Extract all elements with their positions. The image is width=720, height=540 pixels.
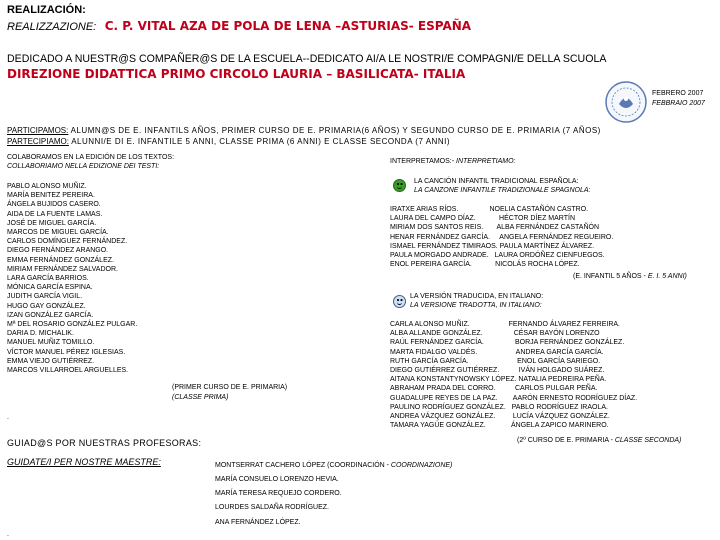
- list-item: ALBA ALLANDE GONZÁLEZ. CÉSAR BAYÓN LORENZO: [390, 330, 600, 338]
- list-item: PAULINO RODRÍGUEZ GONZÁLEZ. PABLO RODRÍGUEZ IRAOLA.: [390, 403, 608, 411]
- group1-course-it: E. I. 5 ANNI): [645, 273, 687, 280]
- smiley-icon: [393, 295, 406, 308]
- song-es: LA CANCIÓN INFANTIL TRADICIONAL ESPAÑOLA:: [414, 178, 579, 185]
- participants-es: [7, 126, 601, 135]
- version-es: LA VERSIÓN TRADUCIDA, EN ITALIANO:: [410, 293, 544, 300]
- date-es: FEBRERO 2007: [652, 90, 704, 97]
- list-item: ANDREA VÁZQUEZ GONZÁLEZ. LUCÍA VÁZQUEZ GONZÁLEZ.: [390, 413, 610, 421]
- list-item: EMMA FERNÁNDEZ GONZÁLEZ.: [7, 256, 114, 264]
- seal-icon: [604, 80, 648, 129]
- left-heading-es: COLABORAMOS EN LA EDICIÓN DE LOS TEXTOS:: [7, 154, 175, 161]
- left-heading-it: COLLABORIAMO NELLA EDIZIONE DEI TESTI:: [7, 163, 160, 170]
- list-item: LAURA DEL CAMPO DÍAZ. HÉCTOR DÍEZ MARTÍN: [390, 215, 576, 223]
- teachers-heading-it: GUIDATE/I PER NOSTRE MAESTRE:: [7, 457, 161, 467]
- group1-list: [390, 205, 613, 269]
- list-item: IZAN GONZÁLEZ GARCÍA.: [7, 311, 94, 319]
- school-it: DIREZIONE DIDATTICA PRIMO CIRCOLO LAURIA – BASILICATA- ITALIA: [7, 67, 466, 81]
- list-item: DIEGO GUTIÉRREZ GUTIÉRREZ. IVÁN HOLGADO SUÁREZ.: [390, 367, 605, 375]
- list-item: LARA GARCÍA BARRIOS.: [7, 275, 89, 283]
- right-heading-it: - INTERPRETIAMO:: [451, 158, 516, 165]
- teacher-2: MARÍA TERESA REQUEJO CORDERO.: [215, 490, 342, 497]
- list-item: Mª DEL ROSARIO GONZÁLEZ PULGAR.: [7, 321, 138, 329]
- list-item: CARLA ALONSO MUÑIZ. FERNANDO ÁLVAREZ FERREIRA.: [390, 321, 621, 328]
- list-item: MARTA FIDALGO VALDÉS. ANDREA GARCÍA GARCÍA.: [390, 348, 604, 356]
- dedication-line: DEDICADO A NUESTR@S COMPAÑER@S DE LA ESCUELA--DEDICATO AI/A LE NOSTRI/E COMPAGNI/E DELLA SCUOLA: [7, 53, 607, 65]
- list-item: JOSÉ DE MIGUEL GARCÍA.: [7, 219, 97, 227]
- list-item: ABRAHAM PRADA DEL CORRO. CARLOS PULGAR PEÑA.: [390, 385, 598, 393]
- list-item: JUDITH GARCÍA VIGIL.: [7, 293, 83, 301]
- list-item: MARCOS DE MIGUEL GARCÍA.: [7, 229, 109, 237]
- list-item: MIRIAM DOS SANTOS REIS. ALBA FERNÁNDEZ CASTAÑÓN: [390, 224, 600, 232]
- list-item: MANUEL MUÑIZ TOMILLO.: [7, 339, 95, 347]
- right-heading: [390, 157, 516, 166]
- list-item: MÓNICA GARCÍA ESPINA.: [7, 284, 93, 292]
- group2-course-es: (2º CURSO DE E. PRIMARIA -: [517, 437, 613, 444]
- list-item: MIRIAM FERNÁNDEZ SALVADOR.: [7, 265, 118, 273]
- list-item: GUADALUPE REYES DE LA PAZ. AARÓN ERNESTO RODRÍGUEZ DÍAZ.: [390, 394, 638, 402]
- version-it: LA VERSIONE TRADOTTA, IN ITALIANO:: [410, 302, 542, 309]
- list-item: CARLOS DOMÍNGUEZ FERNÁNDEZ.: [7, 238, 128, 246]
- participants-label-it: PARTECIPIAMO:: [7, 137, 69, 146]
- bottom-dot: .: [7, 531, 9, 538]
- left-course-it: (CLASSE PRIMA): [172, 394, 229, 401]
- song-it: LA CANZONE INFANTILE TRADIZIONALE SPAGNOLA:: [414, 187, 591, 194]
- coordinator-it: COORDINAZIONE): [388, 462, 453, 469]
- right-heading-es: INTERPRETAMOS:: [390, 158, 452, 165]
- school-es: C. P. VITAL AZA DE POLA DE LENA –ASTURIAS- ESPAÑA: [104, 19, 472, 33]
- list-item: MARÍA BENITEZ PEREIRA.: [7, 192, 95, 200]
- group2-course-it: CLASSE SECONDA): [612, 437, 682, 444]
- coordinator-name: MONTSERRAT CACHERO LÓPEZ (COORDINACIÓN -: [215, 462, 389, 469]
- participants-label-es: PARTICIPAMOS:: [7, 126, 69, 135]
- group1-course-es: (E. INFANTIL 5 AÑOS -: [573, 273, 646, 280]
- list-item: AITANA KONSTANTYNOWSKY LÓPEZ. NATALIA PEDREIRA PEÑA.: [390, 376, 607, 384]
- list-item: IRATXE ARIAS RÍOS. NOELIA CASTAÑÓN CASTRO.: [390, 206, 589, 213]
- teachers-heading-es: GUIAD@S POR NUESTRAS PROFESORAS:: [7, 438, 202, 448]
- list-item: HUGO GAY GONZÁLEZ.: [7, 302, 86, 310]
- teacher-3: LOURDES SALDAÑA RODRÍGUEZ.: [215, 504, 329, 511]
- realizzazione-line: [7, 17, 471, 35]
- list-item: EMMA VIEJO GUTIÉRREZ.: [7, 357, 95, 365]
- list-item: RUTH GARCÍA GARCÍA. ENOL GARCÍA SARIEGO.: [390, 357, 601, 365]
- list-item: ISMAEL FERNÁNDEZ TIMIRAOS. PAULA MARTÍNEZ ÁLVAREZ.: [390, 242, 595, 250]
- left-dot: .: [7, 414, 9, 421]
- teacher-1: MARÍA CONSUELO LORENZO HEVIA.: [215, 476, 339, 483]
- student-list: [7, 182, 137, 375]
- list-item: PAULA MORGADO ANDRADE. LAURA ORDÓÑEZ CIENFUEGOS.: [390, 252, 605, 260]
- participants-text-it: ALUNNI/E DI E. INFANTILE 5 ANNI, CLASSE PRIMA (6 ANNI) E CLASSE SECONDA (7 ANNI): [68, 137, 450, 146]
- smiley-icon: [393, 179, 406, 192]
- group2-course: [517, 436, 681, 445]
- list-item: DARIA D. MICHALIK.: [7, 330, 74, 338]
- list-item: ÁNGELA BUJIDOS CASERO.: [7, 201, 101, 209]
- coordinator: [215, 461, 452, 470]
- left-course-es: (PRIMER CURSO DE E. PRIMARIA): [172, 384, 288, 391]
- list-item: TAMARA YAGÜE GONZÁLEZ. ÁNGELA ZAPICO MARINERO.: [390, 422, 609, 430]
- list-item: ENOL PEREIRA GARCÍA. NICOLÁS ROCHA LÓPEZ.: [390, 261, 580, 269]
- participants-it: [7, 137, 450, 146]
- list-item: DIEGO FERNÁNDEZ ARANGO.: [7, 247, 109, 255]
- list-item: VÍCTOR MANUEL PÉREZ IGLESIAS.: [7, 348, 126, 356]
- list-item: MARCOS VILLARROEL ARGUELLES.: [7, 367, 129, 375]
- group1-course: [573, 272, 687, 281]
- list-item: PABLO ALONSO MUÑIZ.: [7, 183, 87, 190]
- group2-list: [390, 320, 637, 430]
- date-it: FEBBRAIO 2007: [652, 100, 705, 107]
- participants-text-es: ALUMN@S DE E. INFANTILS AÑOS, PRIMER CURSO DE E. PRIMARIA(6 AÑOS) Y SEGUNDO CURSO DE E. PRIMARIA (7 AÑOS): [68, 126, 601, 135]
- list-item: HENAR FERNÁNDEZ GARCÍA. ANGELA FERNÁNDEZ REGUEIRO.: [390, 233, 614, 241]
- list-item: AIDA DE LA FUENTE LAMAS.: [7, 210, 103, 218]
- realizacion-label: REALIZACIÓN:: [7, 4, 86, 16]
- list-item: RAÚL FERNÁNDEZ GARCÍA. BORJA FERNÁNDEZ GONZÁLEZ.: [390, 339, 625, 347]
- teacher-4: ANA FERNÁNDEZ LÓPEZ.: [215, 519, 301, 526]
- realizzazione-label: REALIZZAZIONE:: [7, 21, 97, 33]
